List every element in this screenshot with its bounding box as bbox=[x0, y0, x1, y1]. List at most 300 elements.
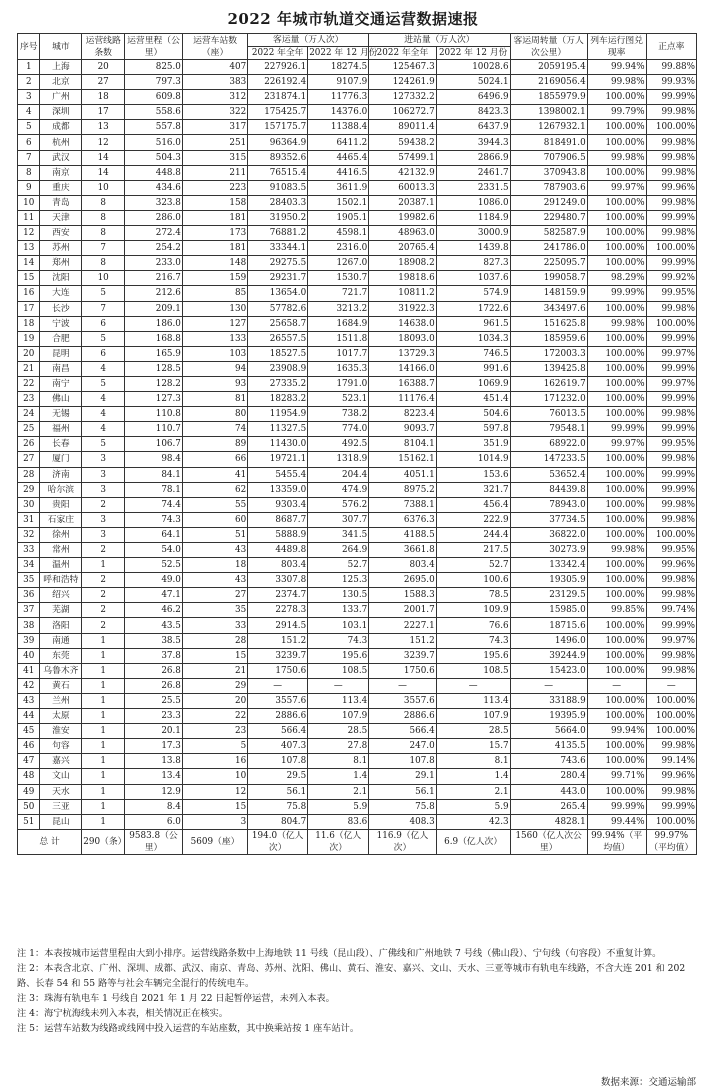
cell-lines: 12 bbox=[82, 135, 125, 150]
cell-city: 乌鲁木齐 bbox=[40, 663, 82, 678]
cell-entries-dec: 991.6 bbox=[436, 361, 510, 376]
table-body bbox=[18, 60, 697, 830]
cell-stations: 211 bbox=[182, 165, 247, 180]
total-ridership-year: 194.0（亿人次） bbox=[248, 829, 308, 854]
cell-ontime: 100.00% bbox=[587, 648, 646, 663]
cell-lines: 2 bbox=[82, 588, 125, 603]
table-row bbox=[18, 271, 697, 286]
cell-stations: 15 bbox=[182, 648, 247, 663]
cell-seq: 35 bbox=[18, 573, 40, 588]
cell-turnover: 19305.9 bbox=[510, 573, 587, 588]
cell-entries-dec: 195.6 bbox=[436, 648, 510, 663]
cell-seq: 9 bbox=[18, 180, 40, 195]
cell-punctual: 100.00% bbox=[646, 814, 696, 829]
cell-city: 东莞 bbox=[40, 648, 82, 663]
cell-lines: 3 bbox=[82, 527, 125, 542]
cell-mileage: 12.9 bbox=[125, 784, 183, 799]
cell-ontime: 100.00% bbox=[587, 452, 646, 467]
cell-lines: 14 bbox=[82, 165, 125, 180]
cell-ridership-year: 175425.7 bbox=[248, 105, 308, 120]
cell-punctual: 99.98% bbox=[646, 226, 696, 241]
cell-mileage: 43.5 bbox=[125, 618, 183, 633]
cell-stations: 28 bbox=[182, 633, 247, 648]
cell-stations: 43 bbox=[182, 543, 247, 558]
cell-ridership-dec: 3213.2 bbox=[308, 301, 369, 316]
cell-seq: 22 bbox=[18, 376, 40, 391]
cell-seq: 17 bbox=[18, 301, 40, 316]
cell-city: 芜湖 bbox=[40, 603, 82, 618]
cell-mileage: 8.4 bbox=[125, 799, 183, 814]
cell-entries-dec: 113.4 bbox=[436, 693, 510, 708]
cell-city: 沈阳 bbox=[40, 271, 82, 286]
cell-entries-year: 8223.4 bbox=[369, 407, 436, 422]
cell-seq: 4 bbox=[18, 105, 40, 120]
cell-punctual: 100.00% bbox=[646, 241, 696, 256]
cell-ontime: 100.00% bbox=[587, 512, 646, 527]
cell-ridership-dec: 133.7 bbox=[308, 603, 369, 618]
cell-entries-year: 1750.6 bbox=[369, 663, 436, 678]
cell-city: 无锡 bbox=[40, 407, 82, 422]
cell-stations: 35 bbox=[182, 603, 247, 618]
cell-turnover: 15423.0 bbox=[510, 663, 587, 678]
cell-punctual: 99.98% bbox=[646, 573, 696, 588]
table-row bbox=[18, 75, 697, 90]
cell-stations: 322 bbox=[182, 105, 247, 120]
cell-entries-year: 18093.0 bbox=[369, 331, 436, 346]
cell-ontime: 100.00% bbox=[587, 90, 646, 105]
cell-entries-year: 9093.7 bbox=[369, 422, 436, 437]
cell-ridership-dec: 474.9 bbox=[308, 482, 369, 497]
cell-punctual: 99.98% bbox=[646, 784, 696, 799]
table-row bbox=[18, 512, 697, 527]
table-row bbox=[18, 316, 697, 331]
cell-stations: 29 bbox=[182, 678, 247, 693]
cell-punctual: 99.93% bbox=[646, 75, 696, 90]
cell-turnover: 13342.4 bbox=[510, 558, 587, 573]
cell-ontime: 100.00% bbox=[587, 709, 646, 724]
cell-lines: 1 bbox=[82, 799, 125, 814]
cell-turnover: 76013.5 bbox=[510, 407, 587, 422]
cell-ontime: 100.00% bbox=[587, 618, 646, 633]
cell-entries-dec: — bbox=[436, 678, 510, 693]
cell-ridership-dec: 2.1 bbox=[308, 784, 369, 799]
cell-stations: 223 bbox=[182, 180, 247, 195]
cell-seq: 30 bbox=[18, 497, 40, 512]
cell-entries-dec: 8.1 bbox=[436, 754, 510, 769]
cell-mileage: 13.4 bbox=[125, 769, 183, 784]
cell-entries-year: 14638.0 bbox=[369, 316, 436, 331]
cell-lines: 10 bbox=[82, 271, 125, 286]
cell-mileage: 46.2 bbox=[125, 603, 183, 618]
cell-turnover: 162619.7 bbox=[510, 376, 587, 391]
header-stations: 运营车站数（座） bbox=[182, 34, 247, 60]
cell-lines: 2 bbox=[82, 618, 125, 633]
total-row bbox=[18, 829, 697, 854]
cell-ridership-year: 566.4 bbox=[248, 724, 308, 739]
cell-seq: 46 bbox=[18, 739, 40, 754]
cell-ridership-year: 8687.7 bbox=[248, 512, 308, 527]
cell-entries-year: 803.4 bbox=[369, 558, 436, 573]
cell-punctual: 99.14% bbox=[646, 754, 696, 769]
cell-seq: 2 bbox=[18, 75, 40, 90]
cell-stations: 173 bbox=[182, 226, 247, 241]
cell-entries-year: 7388.1 bbox=[369, 497, 436, 512]
cell-turnover: 18715.6 bbox=[510, 618, 587, 633]
cell-lines: 5 bbox=[82, 376, 125, 391]
cell-ridership-year: 29231.7 bbox=[248, 271, 308, 286]
cell-punctual: 100.00% bbox=[646, 316, 696, 331]
total-mileage: 9583.8（公里） bbox=[125, 829, 183, 854]
cell-mileage: 209.1 bbox=[125, 301, 183, 316]
cell-punctual: 99.97% bbox=[646, 633, 696, 648]
cell-turnover: 37734.5 bbox=[510, 512, 587, 527]
cell-mileage: 84.1 bbox=[125, 467, 183, 482]
cell-mileage: 233.0 bbox=[125, 256, 183, 271]
table-row bbox=[18, 573, 697, 588]
cell-ridership-dec: 83.6 bbox=[308, 814, 369, 829]
header-lines: 运营线路条数 bbox=[82, 34, 125, 60]
cell-mileage: 26.8 bbox=[125, 678, 183, 693]
cell-entries-dec: 8423.3 bbox=[436, 105, 510, 120]
note-1: 注 1：本表按城市运营里程由大到小排序。运营线路条数中上海地铁 11 号线（昆山段）、广佛线和广州地铁 7 号线（佛山段）、宁句线（句容段）不重复计算。 bbox=[17, 948, 662, 959]
cell-punctual: 99.95% bbox=[646, 286, 696, 301]
cell-turnover: 4828.1 bbox=[510, 814, 587, 829]
cell-ridership-dec: 8.1 bbox=[308, 754, 369, 769]
cell-ontime: 100.00% bbox=[587, 588, 646, 603]
header-ridership-dec: 2022 年 12 月份 bbox=[309, 48, 378, 58]
cell-punctual: 99.98% bbox=[646, 588, 696, 603]
table-row bbox=[18, 195, 697, 210]
cell-ontime: 99.98% bbox=[587, 75, 646, 90]
cell-ontime: 100.00% bbox=[587, 784, 646, 799]
cell-city: 深圳 bbox=[40, 105, 82, 120]
cell-entries-year: 60013.3 bbox=[369, 180, 436, 195]
header-turnover: 客运周转量（万人次公里） bbox=[510, 34, 587, 60]
cell-turnover: 818491.0 bbox=[510, 135, 587, 150]
cell-mileage: 38.5 bbox=[125, 633, 183, 648]
cell-punctual: 100.00% bbox=[646, 709, 696, 724]
cell-ridership-year: 91083.5 bbox=[248, 180, 308, 195]
cell-entries-dec: 2.1 bbox=[436, 784, 510, 799]
cell-turnover: 280.4 bbox=[510, 769, 587, 784]
cell-stations: 181 bbox=[182, 210, 247, 225]
cell-seq: 1 bbox=[18, 60, 40, 75]
cell-stations: 15 bbox=[182, 799, 247, 814]
cell-ridership-year: 3557.6 bbox=[248, 693, 308, 708]
note-4: 注 4：海宁杭海线未列入本表，相关情况正在核实。 bbox=[17, 1008, 228, 1019]
cell-ontime: 100.00% bbox=[587, 573, 646, 588]
table-row bbox=[18, 120, 697, 135]
cell-turnover: 241786.0 bbox=[510, 241, 587, 256]
cell-entries-dec: 456.4 bbox=[436, 497, 510, 512]
cell-ridership-dec: 27.8 bbox=[308, 739, 369, 754]
cell-punctual: 99.98% bbox=[646, 150, 696, 165]
cell-entries-year: 127332.2 bbox=[369, 90, 436, 105]
cell-city: 佛山 bbox=[40, 392, 82, 407]
total-ridership-dec: 11.6（亿人次） bbox=[308, 829, 369, 854]
cell-entries-year: 57499.1 bbox=[369, 150, 436, 165]
cell-ridership-year: 18283.2 bbox=[248, 392, 308, 407]
cell-ridership-dec: 1267.0 bbox=[308, 256, 369, 271]
cell-mileage: 609.8 bbox=[125, 90, 183, 105]
cell-lines: 20 bbox=[82, 60, 125, 75]
cell-stations: 27 bbox=[182, 588, 247, 603]
cell-turnover: 370943.8 bbox=[510, 165, 587, 180]
cell-mileage: 20.1 bbox=[125, 724, 183, 739]
cell-stations: 80 bbox=[182, 407, 247, 422]
cell-entries-year: 3661.8 bbox=[369, 543, 436, 558]
cell-ridership-year: 89352.6 bbox=[248, 150, 308, 165]
cell-ridership-dec: 1530.7 bbox=[308, 271, 369, 286]
cell-ridership-year: 2374.7 bbox=[248, 588, 308, 603]
cell-turnover: 2169056.4 bbox=[510, 75, 587, 90]
cell-mileage: 23.3 bbox=[125, 709, 183, 724]
cell-seq: 45 bbox=[18, 724, 40, 739]
cell-seq: 16 bbox=[18, 286, 40, 301]
cell-entries-year: 566.4 bbox=[369, 724, 436, 739]
cell-entries-dec: 1069.9 bbox=[436, 376, 510, 391]
cell-stations: 130 bbox=[182, 301, 247, 316]
cell-lines: 1 bbox=[82, 558, 125, 573]
cell-ridership-dec: 264.9 bbox=[308, 543, 369, 558]
cell-punctual: 99.98% bbox=[646, 663, 696, 678]
cell-ridership-year: 4489.8 bbox=[248, 543, 308, 558]
cell-ridership-year: 19721.1 bbox=[248, 452, 308, 467]
header-entries-year: 2022 年全年 bbox=[369, 47, 436, 60]
cell-ridership-dec: 5.9 bbox=[308, 799, 369, 814]
cell-entries-dec: 1184.9 bbox=[436, 210, 510, 225]
cell-lines: 5 bbox=[82, 286, 125, 301]
cell-ridership-year: 29275.5 bbox=[248, 256, 308, 271]
cell-turnover: 707906.5 bbox=[510, 150, 587, 165]
cell-ridership-dec: 341.5 bbox=[308, 527, 369, 542]
table-row bbox=[18, 799, 697, 814]
cell-ridership-year: 231874.1 bbox=[248, 90, 308, 105]
table-row bbox=[18, 407, 697, 422]
cell-city: 常州 bbox=[40, 543, 82, 558]
cell-entries-year: 125467.3 bbox=[369, 60, 436, 75]
cell-stations: 55 bbox=[182, 497, 247, 512]
cell-seq: 8 bbox=[18, 165, 40, 180]
cell-punctual: 99.98% bbox=[646, 195, 696, 210]
cell-entries-dec: 5.9 bbox=[436, 799, 510, 814]
cell-ontime: 100.00% bbox=[587, 210, 646, 225]
cell-turnover: 33188.9 bbox=[510, 693, 587, 708]
cell-punctual: 99.98% bbox=[646, 497, 696, 512]
cell-stations: 94 bbox=[182, 361, 247, 376]
cell-ridership-dec: 103.1 bbox=[308, 618, 369, 633]
cell-stations: 383 bbox=[182, 75, 247, 90]
cell-entries-year: 106272.7 bbox=[369, 105, 436, 120]
cell-city: 句容 bbox=[40, 739, 82, 754]
cell-entries-year: 247.0 bbox=[369, 739, 436, 754]
cell-lines: 4 bbox=[82, 407, 125, 422]
page-title: 2022 年城市轨道交通运营数据速报 bbox=[227, 10, 479, 28]
table-row bbox=[18, 105, 697, 120]
cell-punctual: 99.99% bbox=[646, 331, 696, 346]
cell-city: 天津 bbox=[40, 210, 82, 225]
cell-stations: 10 bbox=[182, 769, 247, 784]
cell-turnover: 151625.8 bbox=[510, 316, 587, 331]
cell-entries-dec: 107.9 bbox=[436, 709, 510, 724]
cell-stations: 74 bbox=[182, 422, 247, 437]
cell-entries-year: 2227.1 bbox=[369, 618, 436, 633]
cell-seq: 11 bbox=[18, 210, 40, 225]
cell-ridership-dec: 107.9 bbox=[308, 709, 369, 724]
cell-ontime: 100.00% bbox=[587, 467, 646, 482]
cell-stations: 181 bbox=[182, 241, 247, 256]
cell-turnover: 265.4 bbox=[510, 799, 587, 814]
cell-stations: 20 bbox=[182, 693, 247, 708]
cell-ontime: 100.00% bbox=[587, 482, 646, 497]
cell-entries-year: 42132.9 bbox=[369, 165, 436, 180]
cell-entries-dec: 504.6 bbox=[436, 407, 510, 422]
cell-lines: 2 bbox=[82, 543, 125, 558]
cell-ridership-year: 56.1 bbox=[248, 784, 308, 799]
table-row bbox=[18, 437, 697, 452]
cell-entries-year: 89011.4 bbox=[369, 120, 436, 135]
cell-stations: 51 bbox=[182, 527, 247, 542]
cell-ridership-dec: 11388.4 bbox=[308, 120, 369, 135]
cell-entries-dec: 1086.0 bbox=[436, 195, 510, 210]
cell-seq: 19 bbox=[18, 331, 40, 346]
cell-turnover: 79548.1 bbox=[510, 422, 587, 437]
cell-stations: 312 bbox=[182, 90, 247, 105]
cell-seq: 31 bbox=[18, 512, 40, 527]
cell-ridership-year: 13359.0 bbox=[248, 482, 308, 497]
table-row bbox=[18, 422, 697, 437]
cell-entries-dec: 351.9 bbox=[436, 437, 510, 452]
cell-turnover: 171232.0 bbox=[510, 392, 587, 407]
cell-ridership-dec: 74.3 bbox=[308, 633, 369, 648]
cell-lines: 17 bbox=[82, 105, 125, 120]
cell-stations: 3 bbox=[182, 814, 247, 829]
data-source: 数据来源：交通运输部 bbox=[600, 1077, 696, 1088]
cell-city: 武汉 bbox=[40, 150, 82, 165]
cell-stations: 251 bbox=[182, 135, 247, 150]
cell-ontime: 100.00% bbox=[587, 195, 646, 210]
cell-punctual: 99.95% bbox=[646, 437, 696, 452]
cell-ontime: 100.00% bbox=[587, 346, 646, 361]
cell-stations: 41 bbox=[182, 467, 247, 482]
cell-ridership-dec: 113.4 bbox=[308, 693, 369, 708]
table-row bbox=[18, 558, 697, 573]
cell-ridership-year: 227926.1 bbox=[248, 60, 308, 75]
cell-turnover: 229480.7 bbox=[510, 210, 587, 225]
cell-mileage: 6.0 bbox=[125, 814, 183, 829]
cell-lines: 1 bbox=[82, 709, 125, 724]
cell-entries-year: 15162.1 bbox=[369, 452, 436, 467]
cell-mileage: 106.7 bbox=[125, 437, 183, 452]
cell-punctual: 99.98% bbox=[646, 165, 696, 180]
cell-ridership-dec: 108.5 bbox=[308, 663, 369, 678]
cell-ridership-dec: 204.4 bbox=[308, 467, 369, 482]
header-entries: 进站量（万人次） bbox=[369, 34, 510, 47]
cell-mileage: 52.5 bbox=[125, 558, 183, 573]
cell-mileage: 825.0 bbox=[125, 60, 183, 75]
cell-entries-dec: 42.3 bbox=[436, 814, 510, 829]
cell-mileage: 434.6 bbox=[125, 180, 183, 195]
cell-turnover: 443.0 bbox=[510, 784, 587, 799]
cell-mileage: 47.1 bbox=[125, 588, 183, 603]
cell-stations: 16 bbox=[182, 754, 247, 769]
cell-city: 温州 bbox=[40, 558, 82, 573]
cell-mileage: 448.8 bbox=[125, 165, 183, 180]
cell-lines: 7 bbox=[82, 301, 125, 316]
cell-mileage: 98.4 bbox=[125, 452, 183, 467]
cell-stations: 103 bbox=[182, 346, 247, 361]
cell-ridership-year: 25658.7 bbox=[248, 316, 308, 331]
cell-entries-dec: 52.7 bbox=[436, 558, 510, 573]
cell-ridership-year: 29.5 bbox=[248, 769, 308, 784]
cell-ridership-year: 226192.4 bbox=[248, 75, 308, 90]
cell-entries-year: 75.8 bbox=[369, 799, 436, 814]
cell-entries-year: 20765.4 bbox=[369, 241, 436, 256]
cell-mileage: 516.0 bbox=[125, 135, 183, 150]
cell-mileage: 49.0 bbox=[125, 573, 183, 588]
cell-punctual: 99.92% bbox=[646, 271, 696, 286]
cell-mileage: 13.8 bbox=[125, 754, 183, 769]
cell-mileage: 165.9 bbox=[125, 346, 183, 361]
cell-ridership-dec: 1905.1 bbox=[308, 210, 369, 225]
header-city: 城市 bbox=[40, 34, 82, 60]
total-turnover: 1560（亿人次公里） bbox=[510, 829, 587, 854]
table-row bbox=[18, 769, 697, 784]
cell-mileage: 37.8 bbox=[125, 648, 183, 663]
cell-ridership-year: 3239.7 bbox=[248, 648, 308, 663]
cell-ontime: 100.00% bbox=[587, 693, 646, 708]
cell-ridership-dec: 4416.5 bbox=[308, 165, 369, 180]
table-row bbox=[18, 709, 697, 724]
cell-seq: 37 bbox=[18, 603, 40, 618]
table-row bbox=[18, 739, 697, 754]
cell-seq: 15 bbox=[18, 271, 40, 286]
cell-city: 宁波 bbox=[40, 316, 82, 331]
table-row bbox=[18, 648, 697, 663]
note-5: 注 5：运营车站数为线路或线网中投入运营的车站座数，其中换乘站按 1 座车站计。 bbox=[17, 1023, 360, 1034]
cell-ridership-year: 2278.3 bbox=[248, 603, 308, 618]
cell-ontime: 100.00% bbox=[587, 120, 646, 135]
cell-city: 兰州 bbox=[40, 693, 82, 708]
cell-seq: 47 bbox=[18, 754, 40, 769]
cell-mileage: 272.4 bbox=[125, 226, 183, 241]
cell-entries-year: 11176.4 bbox=[369, 392, 436, 407]
cell-ridership-year: 11327.5 bbox=[248, 422, 308, 437]
cell-seq: 33 bbox=[18, 543, 40, 558]
cell-entries-dec: 108.5 bbox=[436, 663, 510, 678]
cell-seq: 34 bbox=[18, 558, 40, 573]
cell-seq: 20 bbox=[18, 346, 40, 361]
cell-lines: 27 bbox=[82, 75, 125, 90]
cell-mileage: 54.0 bbox=[125, 543, 183, 558]
cell-entries-dec: 100.6 bbox=[436, 573, 510, 588]
cell-entries-year: 31922.3 bbox=[369, 301, 436, 316]
cell-entries-year: 4188.5 bbox=[369, 527, 436, 542]
cell-entries-dec: 1037.6 bbox=[436, 271, 510, 286]
cell-lines: 6 bbox=[82, 346, 125, 361]
cell-ridership-year: 2886.6 bbox=[248, 709, 308, 724]
table-row bbox=[18, 226, 697, 241]
cell-ridership-dec: 2316.0 bbox=[308, 241, 369, 256]
cell-ridership-dec: 576.2 bbox=[308, 497, 369, 512]
cell-entries-year: 20387.1 bbox=[369, 195, 436, 210]
cell-stations: 12 bbox=[182, 784, 247, 799]
total-ontime: 99.94%（平均值） bbox=[587, 829, 646, 854]
cell-mileage: 557.8 bbox=[125, 120, 183, 135]
cell-stations: 62 bbox=[182, 482, 247, 497]
cell-turnover: 84439.8 bbox=[510, 482, 587, 497]
cell-stations: 85 bbox=[182, 286, 247, 301]
